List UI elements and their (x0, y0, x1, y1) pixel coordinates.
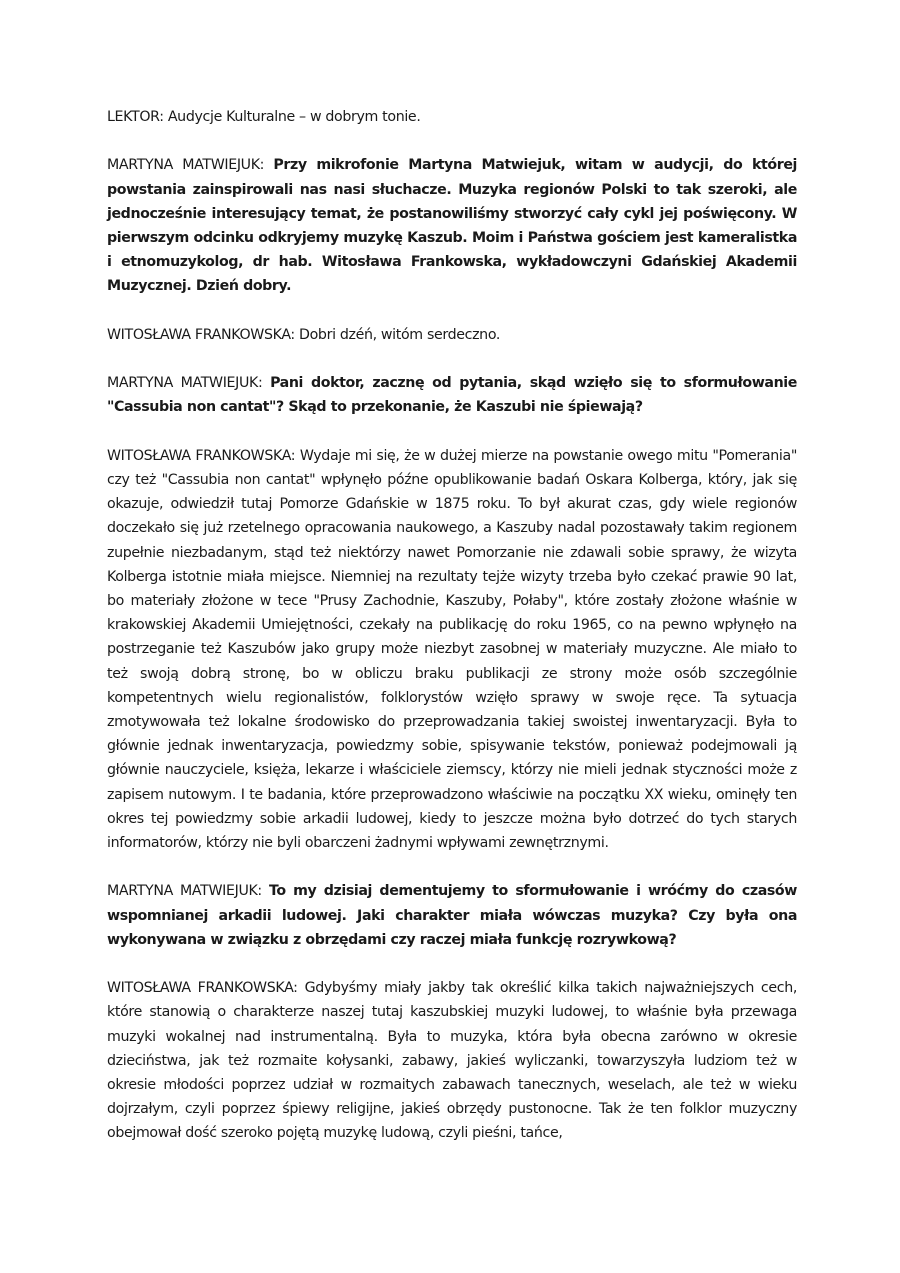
document-page (107, 105, 797, 1170)
speaker-label: LEKTOR: (107, 109, 164, 125)
paragraph-host-question-1 (107, 371, 797, 419)
paragraph-text: Wydaje mi się, że w dużej mierze na powstanie owego mitu "Pomerania" czy też "Cassubia non cantat" wpłynęło późne opublikowanie badań Oskara Kolberga, który, jak się okazuje, odwiedził tutaj Pomorze Gdańskie w 1875 roku. To był akurat czas, gdy wiele regionów doczekało się już rzetelnego opracowania naukowego, a Kaszuby nadal pozostawały takim regionem zupełnie niezbadanym, stąd też niektórzy nawet Pomorzanie nie zdawali sobie sprawy, że wizyta Kolberga istotnie miała miejsce. Niemniej na rezultaty tejże wizyty trzeba było czekać prawie 90 lat, bo materiały złożone w tece "Prusy Zachodnie, Kaszuby, Połaby", które zostały złożone właśnie w krakowskiej Akademii Umiejętności, czekały na publikację do roku 1965, co na pewno wpłynęło na postrzeganie też Kaszubów jako grupy może niezbyt zasobnej w materiały muzyczne. Ale miało to też swoją dobrą stronę, bo w obliczu braku publikacji ze strony może osób szczególnie kompetentnych wielu regionalistów, folklorystów wzięło sprawy w swoje ręce. Ta sytuacja zmotywowała też lokalne środowisko do przeprowadzania takiej swoistej inwentaryzacji. Była to głównie jednak inwentaryzacja, powiedzmy sobie, spisywanie tekstów, ponieważ podejmowali ją głównie nauczyciele, księża, lekarze i właściciele ziemscy, którzy nie mieli jednak styczności może z zapisem nutowym. I te badania, które przeprowadzono właściwie na początku XX wieku, ominęły ten okres tej powiedzmy sobie arkadii ludowej, kiedy to jeszcze można było dotrzeć do tych starych informatorów, którzy nie byli obarczeni żadnymi wpływami zewnętrznymi. (107, 447, 797, 852)
paragraph-host-introduction (107, 153, 797, 298)
paragraph-guest-answer-1 (107, 444, 797, 855)
paragraph-guest-answer-2 (107, 976, 797, 1145)
speaker-label: MARTYNA MATWIEJUK: (107, 883, 262, 900)
paragraph-text: Audycje Kulturalne – w dobrym tonie. (167, 109, 421, 125)
speaker-label: WITOSŁAWA FRANKOWSKA: (107, 326, 295, 343)
speaker-label: MARTYNA MATWIEJUK: (107, 157, 265, 174)
speaker-label: WITOSŁAWA FRANKOWSKA: (107, 980, 298, 997)
paragraph-guest-greeting (107, 323, 797, 347)
speaker-label: WITOSŁAWA FRANKOWSKA: (107, 447, 296, 464)
paragraph-text: Gdybyśmy miały jakby tak określić kilka takich najważniejszych cech, które stanowią o charakterze naszej tutaj kaszubskiej muzyki ludowej, to właśnie była przewaga muzyki wokalnej nad instrumentalną. Była to muzyka, która była obecna zarówno w okresie dzieciństwa, jak też rozmaite kołysanki, zabawy, jakieś wyliczanki, towarzyszyła ludziom też w okresie młodości poprzez udział w rozmaitych zabawach tanecznych, weselach, ale też w wieku dojrzałym, czyli poprzez śpiewy religijne, jakieś obrzędy pustonocne. Tak że ten folklor muzyczny obejmował dość szeroko pojętą muzykę ludową, czyli pieśni, tańce, (107, 980, 797, 1142)
paragraph-text: Pani doktor, zacznę od pytania, skąd wzięło się to sformułowanie "Cassubia non cantat"? Skąd to przekonanie, że Kaszubi nie śpiewają? (107, 375, 797, 416)
speaker-label: MARTYNA MATWIEJUK: (107, 375, 263, 392)
paragraph-lektor-intro (107, 105, 797, 129)
paragraph-host-question-2 (107, 879, 797, 952)
paragraph-text: To my dzisiaj dementujemy to sformułowanie i wróćmy do czasów wspomnianej arkadii ludowej. Jaki charakter miała wówczas muzyka? Czy była ona wykonywana w związku z obrzędami czy raczej miała funkcję rozrywkową? (107, 883, 797, 948)
paragraph-text: Dobri dzéń, witóm serdeczno. (299, 326, 501, 343)
paragraph-text: Przy mikrofonie Martyna Matwiejuk, witam w audycji, do której powstania zainspirowali nas nasi słuchacze. Muzyka regionów Polski to tak szeroki, ale jednocześnie interesujący temat, że postanowiliśmy stworzyć cały cykl jej poświęcony. W pierwszym odcinku odkryjemy muzykę Kaszub. Moim i Państwa gościem jest kameralistka i etnomuzykolog, dr hab. Witosława Frankowska, wykładowczyni Gdańskiej Akademii Muzycznej. Dzień dobry. (107, 157, 797, 295)
